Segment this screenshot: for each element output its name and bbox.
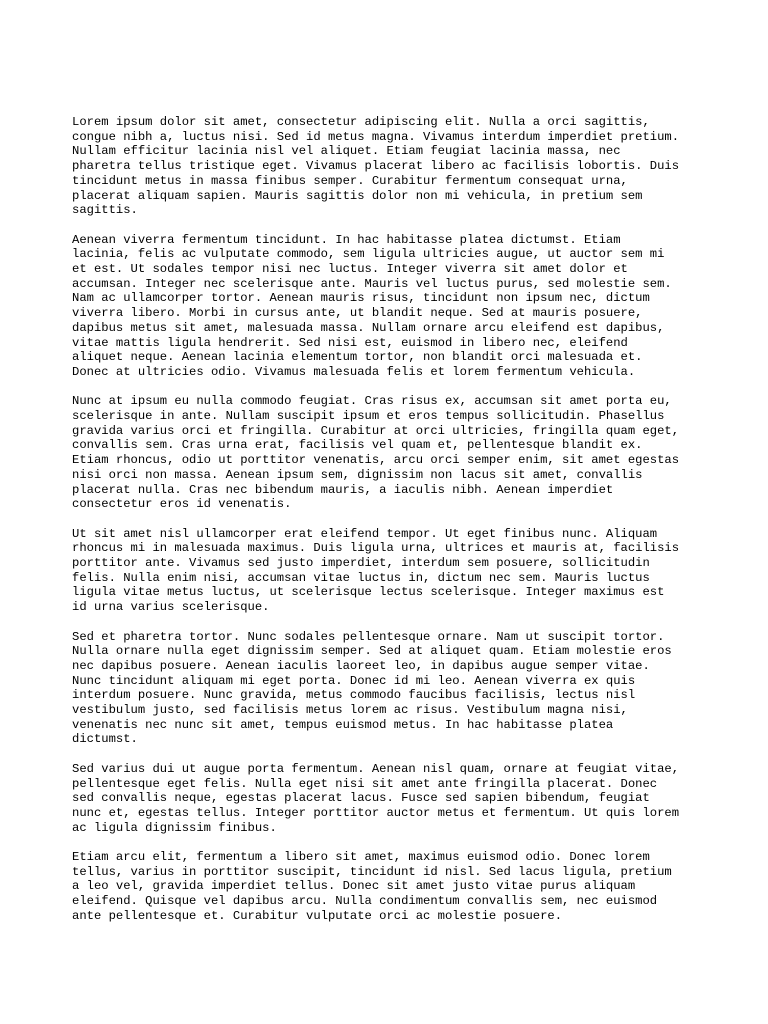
text-line: dictumst.	[72, 732, 138, 747]
text-line: Sed et pharetra tortor. Nunc sodales pellentesque ornare. Nam ut suscipit tortor.	[72, 629, 665, 644]
paragraph	[72, 394, 702, 512]
text-line: Nullam efficitur lacinia nisl vel aliquet. Etiam feugiat lacinia massa, nec	[72, 144, 621, 159]
text-line: Nunc at ipsum eu nulla commodo feugiat. Cras risus ex, accumsan sit amet porta eu,	[72, 394, 672, 409]
text-line: accumsan. Integer nec scelerisque ante. Mauris vel luctus purus, sed molestie sem.	[72, 276, 672, 291]
text-line: Nam ac ullamcorper tortor. Aenean mauris risus, tincidunt non ipsum nec, dictum	[72, 291, 650, 306]
text-line: scelerisque in ante. Nullam suscipit ipsum et eros tempus sollicitudin. Phasellus	[72, 409, 665, 424]
text-line: et est. Ut sodales tempor nisi nec luctus. Integer viverra sit amet dolor et	[72, 262, 628, 277]
text-line: interdum posuere. Nunc gravida, metus commodo faucibus facilisis, lectus nisl	[72, 688, 636, 703]
text-line: nisi orci non massa. Aenean ipsum sem, dignissim non lacus sit amet, convallis	[72, 467, 643, 482]
paragraph	[72, 630, 702, 748]
text-line: sed convallis neque, egestas placerat lacus. Fusce sed sapien bibendum, feugiat	[72, 791, 650, 806]
text-line: pellentesque eget felis. Nulla eget nisi sit amet ante fringilla placerat. Donec	[72, 776, 658, 791]
text-line: Nunc tincidunt aliquam mi eget porta. Donec id mi leo. Aenean viverra ex quis	[72, 673, 636, 688]
text-line: eleifend. Quisque vel dapibus arcu. Nulla condimentum convallis sem, nec euismod	[72, 894, 658, 909]
text-line: nec dapibus posuere. Aenean iaculis laoreet leo, in dapibus augue semper vitae.	[72, 658, 650, 673]
text-line: aliquet neque. Aenean lacinia elementum tortor, non blandit orci malesuada et.	[72, 350, 643, 365]
text-line: Ut sit amet nisl ullamcorper erat eleifend tempor. Ut eget finibus nunc. Aliquam	[72, 526, 658, 541]
text-line: Donec at ultricies odio. Vivamus malesuada felis et lorem fermentum vehicula.	[72, 364, 636, 379]
text-line: Lorem ipsum dolor sit amet, consectetur adipiscing elit. Nulla a orci sagittis,	[72, 115, 650, 129]
document-body	[72, 115, 702, 938]
text-line: ac ligula dignissim finibus.	[72, 820, 277, 835]
text-line: rhoncus mi in malesuada maximus. Duis ligula urna, ultrices et mauris at, facilisis	[72, 541, 680, 556]
text-line: pharetra tellus tristique eget. Vivamus placerat libero ac facilisis lobortis. Duis	[72, 159, 680, 174]
text-line: gravida varius orci et fringilla. Curabitur at orci ultricies, fringilla quam eget,	[72, 423, 680, 438]
text-line: dapibus metus sit amet, malesuada massa. Nullam ornare arcu eleifend est dapibus,	[72, 320, 665, 335]
text-line: tellus, varius in porttitor suscipit, tincidunt id nisl. Sed lacus ligula, pretium	[72, 864, 672, 879]
paragraph	[72, 762, 702, 836]
text-line: Etiam rhoncus, odio ut porttitor venenatis, arcu orci semper enim, sit amet egestas	[72, 453, 680, 468]
text-line: ligula vitae metus luctus, ut scelerisque lectus scelerisque. Integer maximus est	[72, 585, 665, 600]
text-line: placerat aliquam sapien. Mauris sagittis dolor non mi vehicula, in pretium sem	[72, 188, 643, 203]
text-line: vestibulum justo, sed facilisis metus lorem ac risus. Vestibulum magna nisi,	[72, 703, 628, 718]
text-line: congue nibh a, luctus nisi. Sed id metus magna. Vivamus interdum imperdiet pretium.	[72, 129, 680, 144]
paragraph	[72, 233, 702, 380]
text-line: venenatis nec nunc sit amet, tempus euismod metus. In hac habitasse platea	[72, 717, 614, 732]
text-line: id urna varius scelerisque.	[72, 600, 270, 615]
text-line: porttitor ante. Vivamus sed justo imperdiet, interdum sem posuere, sollicitudin	[72, 556, 650, 571]
text-line: a leo vel, gravida imperdiet tellus. Donec sit amet justo vitae purus aliquam	[72, 879, 636, 894]
text-line: felis. Nulla enim nisi, accumsan vitae luctus in, dictum nec sem. Mauris luctus	[72, 570, 650, 585]
paragraph	[72, 850, 702, 924]
text-line: lacinia, felis ac vulputate commodo, sem ligula ultricies augue, ut auctor sem mi	[72, 247, 665, 262]
text-line: nunc et, egestas tellus. Integer porttitor auctor metus et fermentum. Ut quis lorem	[72, 805, 680, 820]
text-line: convallis sem. Cras urna erat, facilisis vel quam et, pellentesque blandit ex.	[72, 438, 643, 453]
text-line: Nulla ornare nulla eget dignissim semper. Sed at aliquet quam. Etiam molestie eros	[72, 644, 672, 659]
text-line: ante pellentesque et. Curabitur vulputate orci ac molestie posuere.	[72, 908, 563, 923]
text-line: Aenean viverra fermentum tincidunt. In hac habitasse platea dictumst. Etiam	[72, 232, 621, 247]
text-line: placerat nulla. Cras nec bibendum mauris, a iaculis nibh. Aenean imperdiet	[72, 482, 614, 497]
text-line: consectetur eros id venenatis.	[72, 497, 292, 512]
text-line: sagittis.	[72, 203, 138, 218]
text-line: viverra libero. Morbi in cursus ante, ut blandit neque. Sed at mauris posuere,	[72, 306, 643, 321]
paragraph	[72, 527, 702, 615]
text-line: Etiam arcu elit, fermentum a libero sit amet, maximus euismod odio. Donec lorem	[72, 850, 650, 865]
text-line: vitae mattis ligula hendrerit. Sed nisi est, euismod in libero nec, eleifend	[72, 335, 628, 350]
text-line: Sed varius dui ut augue porta fermentum. Aenean nisl quam, ornare at feugiat vitae,	[72, 761, 680, 776]
paragraph	[72, 115, 702, 218]
text-line: tincidunt metus in massa finibus semper. Curabitur fermentum consequat urna,	[72, 173, 628, 188]
